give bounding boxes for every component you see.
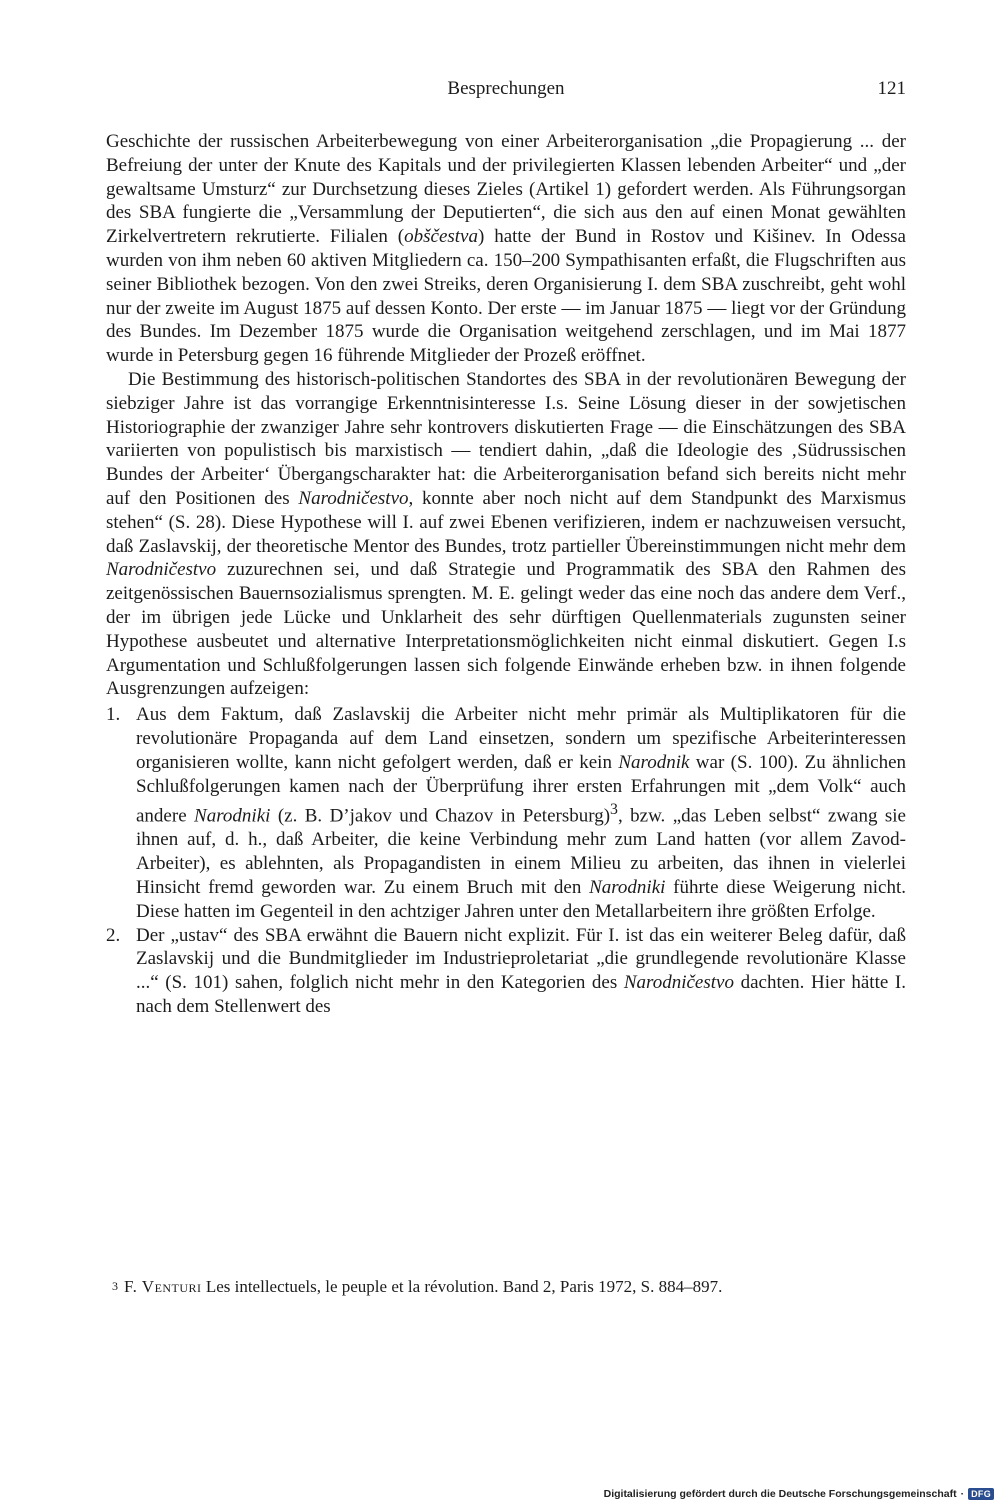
list-item-2 xyxy=(106,924,906,1019)
list-item-1-text-d: , bzw. „das Leben selbst“ zwang sie ihnen auf, d. h., daß Arbeiter, die keine Verbindung mehr zum Land hatten (vor allem Zavod-Arbeiter), es ablehnten, als Propagandisten in einem Milieu zu arbeiten, das ihnen in vielerlei Hinsicht fremd geworden war. Zu einem Bruch mit den xyxy=(136,805,906,899)
running-header xyxy=(106,78,906,106)
list-item-2-text-a: Der „ustav“ des SBA erwähnt die Bauern nicht explizit. Für I. ist das ein weiterer Beleg dafür, daß Zaslavskij und die Bundmitglieder im Industrieproletariat „die grundlegende revolutionäre Klasse ...“ (S. 101) sahen, folglich nicht mehr in den Kategorien des xyxy=(136,924,906,994)
italic-term: Narodniki xyxy=(589,877,666,899)
list-item-1-text-a: Aus dem Faktum, daß Zaslavskij die Arbeiter nicht mehr primär als Multiplikatoren für die revolutionäre Propaganda auf dem Land einsetzen, sondern um spezifische Arbeiterinteressen organisieren wollte, kann nicht gefolgert werden, daß er kein xyxy=(136,704,906,773)
list-item-1-text-c: (z. B. D’jakov und Chazov in Petersburg) xyxy=(270,805,611,827)
funding-text: Digitalisierung gefördert durch die Deutsche Forschungsgemeinschaft xyxy=(603,1488,957,1500)
list-number: 2. xyxy=(106,924,121,946)
running-title: Besprechungen xyxy=(447,78,565,99)
list-item-1-text-b: war (S. 100). Zu ähnlichen Schlußfolgerungen kamen nach der Überprüfung ihrer ersten Erfahrungen mit „dem Volk“ auch andere xyxy=(136,751,907,827)
page-number: 121 xyxy=(877,78,906,99)
list-item-2-text-b: dachten. Hier hätte I. nach dem Stellenwert des xyxy=(136,972,906,1018)
paragraph-2-text-a: Die Bestimmung des historisch-politischen Standortes des SBA in der revolutionären Bewegung der siebziger Jahre ist das vorrangige Erkenntnisinteresse I.s. Seine Lösung dieser in der sowjetischen Historiographie der zwanziger Jahre sehr kontrovers diskutierten Frage — die Einschätzungen des SBA variierten von populistisch bis marxistisch — tendiert dahin, „daß die Ideologie des ‚Südrussischen Bundes der Arbeiter‘ Übergangscharakter hat: die Arbeiterorganisation befand sich bereits nicht mehr auf den Positionen des xyxy=(106,368,906,509)
paragraph-1 xyxy=(106,130,906,368)
paragraph-1-text: Geschichte der russischen Arbeiterbewegung von einer Arbeiterorganisation „die Propagierung ... der Befreiung der unter der Knute des Kapitals und der privilegierten Klassen lebenden Arbeiter“ und „der gewaltsame Umsturz“ zur Durchsetzung dieses Zieles (Artikel 1) gefordert werden. Als Führungsorgan des SBA fungierte die „Versammlung der Deputierten“, die sich aus den auf einen Monat gewählten Zirkelvertretern rekrutierte. Filialen ( xyxy=(106,131,906,248)
italic-term: Narodničestvo xyxy=(623,972,734,994)
italic-term: Narodničestvo xyxy=(298,487,409,509)
paragraph-2-text-c: zuzurechnen sei, und daß Strategie und Programmatik des SBA den Rahmen des zeitgenössischen Bauernsozialismus sprengten. M. E. gelingt weder das eine noch das andere dem Verf., der im übrigen jede Lücke und Unklarheit des sehr dürftigen Quellenmaterials zugunsten seiner Hypothese ausbeutet und alternative Interpretationsmöglichkeiten nicht einmal diskutiert. Gegen I.s Argumentation und Schlußfolgerungen lassen sich folgende Einwände erheben bzw. in ihnen folgende Ausgrenzungen aufzeigen: xyxy=(106,559,906,700)
paragraph-2-text-b: , konnte aber noch nicht auf dem Standpunkt des Marxismus stehen“ (S. 28). Diese Hypothese will I. auf zwei Ebenen verifizieren, indem er nachzuweisen versucht, daß Zaslavskij, der theoretische Mentor des Bundes, trotz partieller Übereinstimmungen nicht mehr dem xyxy=(106,487,906,557)
footnote-text: Les intellectuels, le peuple et la révolution. Band 2, Paris 1972, S. 884–897. xyxy=(201,1277,723,1296)
funding-notice xyxy=(604,1488,994,1500)
footnote-mark: 3 xyxy=(112,1279,118,1293)
footnote-reference: 3 xyxy=(610,801,618,819)
paragraph-2 xyxy=(106,368,906,701)
list-number: 1. xyxy=(106,704,121,726)
numbered-list xyxy=(106,703,906,1019)
dfg-logo-icon: DFG xyxy=(968,1488,994,1500)
paragraph-1-text-rest: ) hatte der Bund in Rostov und Kišinev. In Odessa wurden von ihm neben 60 aktiven Mitgliedern ca. 150–200 Sympathisanten erfaßt, die Flugschriften aus seiner Bibliothek bezogen. Von den zwei Streiks, deren Organisierung I. dem SBA zuschreibt, geht wohl nur der zweite im August 1875 auf dessen Konto. Der erste — im Januar 1875 — liegt vor der Gründung des Bundes. Im Dezember 1875 wurde die Organisation weitgehend zerschlagen, und im Mai 1877 wurde in Petersburg gegen 16 führende Mitglieder der Prozeß eröffnet. xyxy=(106,226,906,367)
footnote-author: F. Venturi xyxy=(124,1277,202,1296)
italic-term: Narodničestvo xyxy=(106,559,217,581)
italic-term: obščestva xyxy=(404,226,478,248)
funding-separator: · xyxy=(960,1488,965,1500)
article-body xyxy=(106,130,906,1019)
list-item-1 xyxy=(106,703,906,924)
list-item-1-text-e: führte diese Weigerung nicht. Diese hatten im Gegenteil in den achtziger Jahren unter den Metallarbeitern ihre größten Erfolge. xyxy=(136,877,906,922)
footnote xyxy=(106,1276,906,1298)
italic-term: Narodnik xyxy=(618,751,690,773)
italic-term: Narodniki xyxy=(194,805,271,827)
